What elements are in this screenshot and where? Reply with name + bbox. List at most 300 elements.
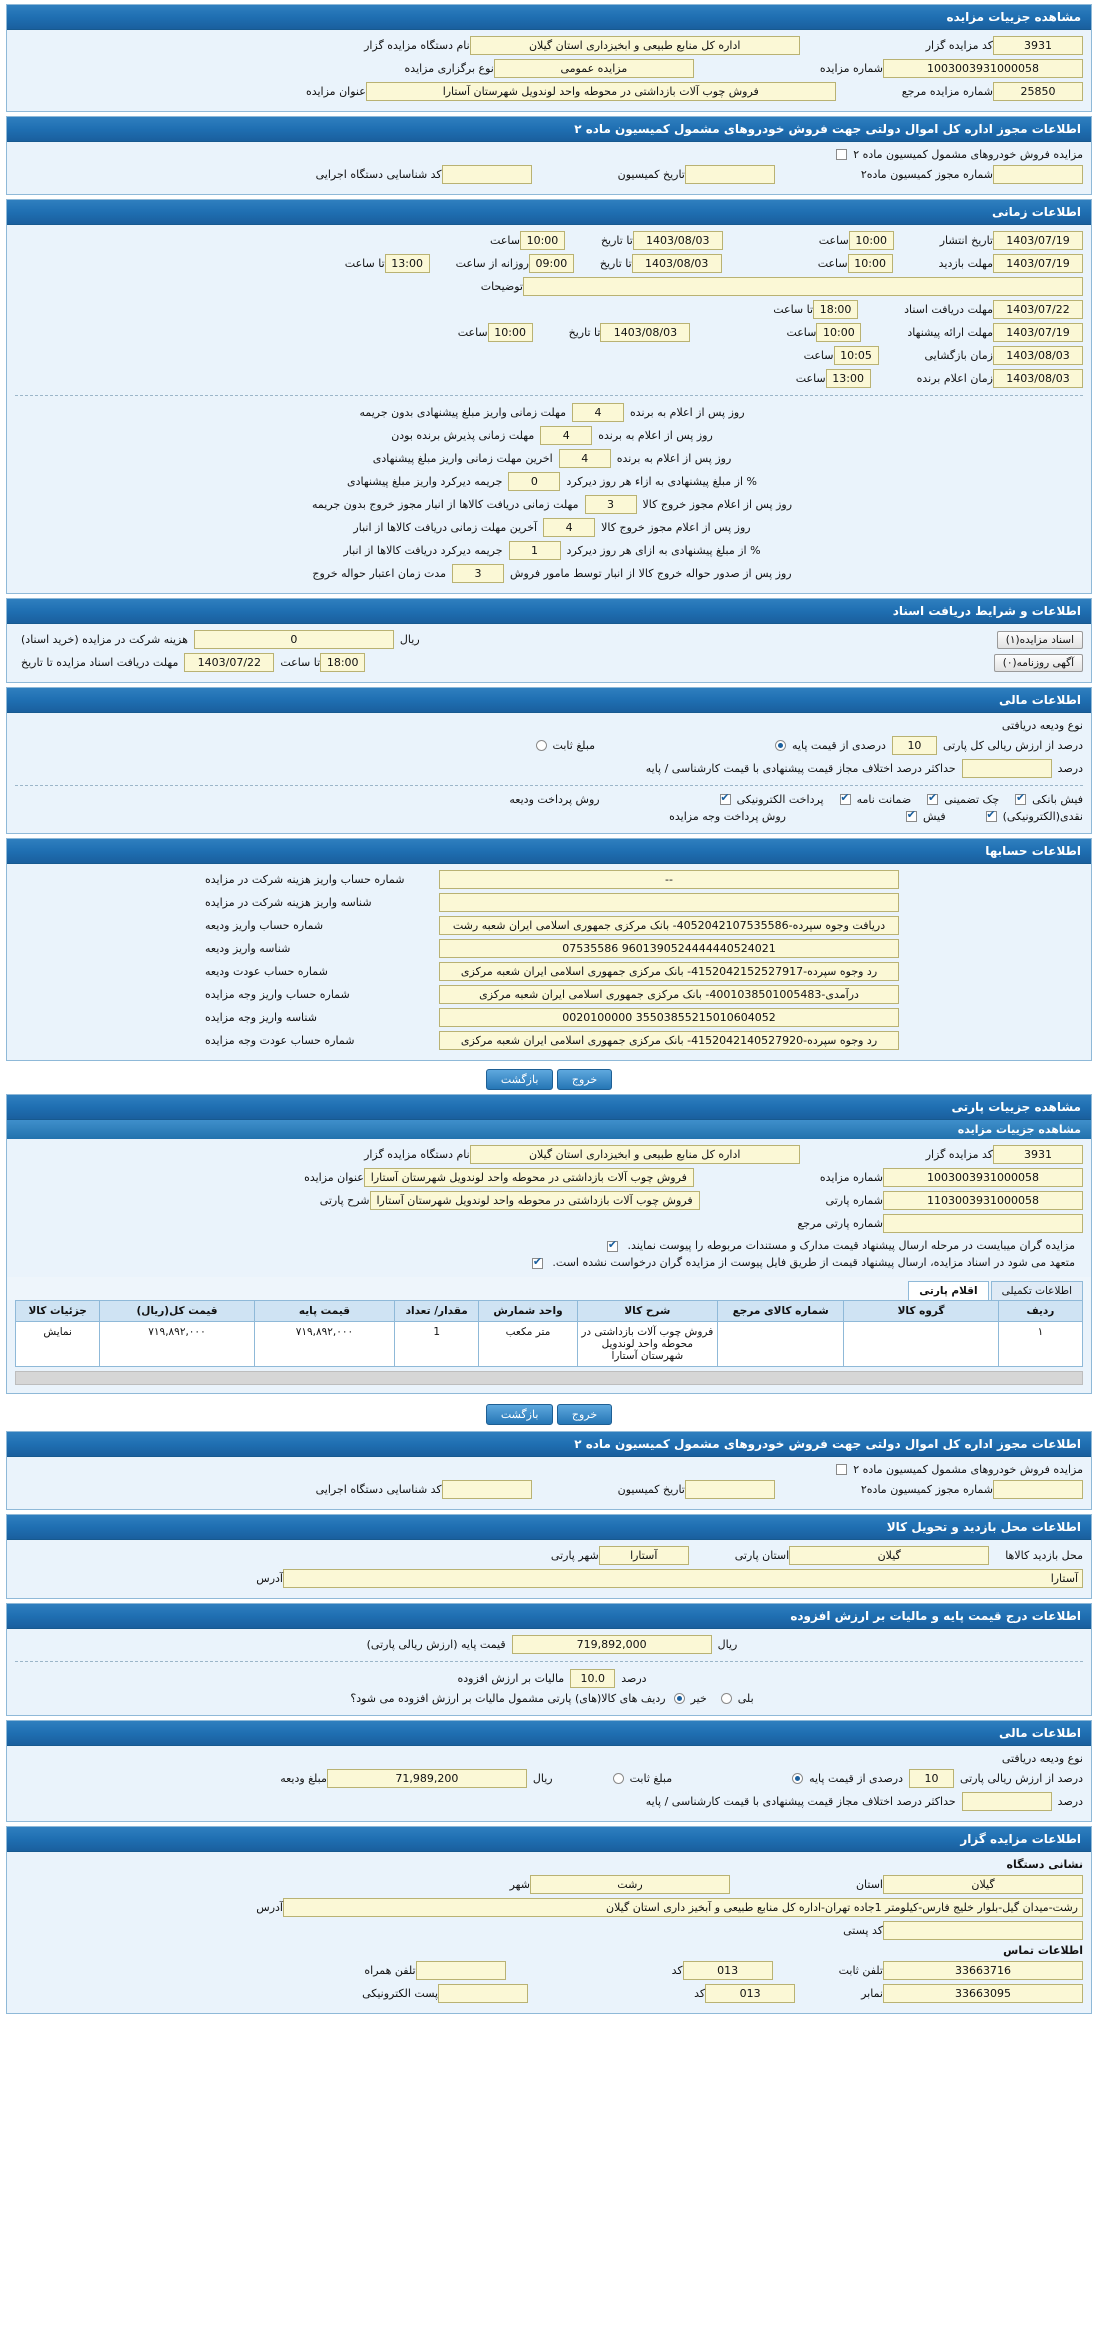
deposit-method-label: روش پرداخت ودیعه: [509, 793, 600, 806]
email-label: پست الکترونیکی: [362, 1987, 439, 2000]
deposit-amount-currency: ریال: [532, 1772, 553, 1785]
address-section-title: نشانی دستگاه: [1006, 1858, 1083, 1871]
lot-note-1-checkbox[interactable]: [607, 1241, 618, 1252]
vehicle-permit-checkbox-row: [15, 148, 1083, 161]
financial-title-2: اطلاعات مالی: [7, 1721, 1091, 1746]
address-value[interactable]: رشت-میدان گیل-بلوار خلیج فارس-کیلومتر 1جاده تهران-اداره کل منابع طبیعی و آبخیز داری استان گیلان: [283, 1898, 1083, 1917]
exec-id-value-2[interactable]: [442, 1480, 532, 1499]
deposit-percent-row: [15, 736, 1083, 755]
mid-buttons-bar: [6, 1398, 1092, 1431]
vat-question-label: ردیف های کالا(های) پارتی مشمول مالیات بر ارزش افزوده می شود؟: [350, 1692, 666, 1705]
auction-org-label: نام دستگاه مزایده گزار: [364, 39, 470, 52]
permit-number-label: شماره مجوز کمیسیون ماده۲: [860, 168, 993, 181]
province-city-row: [15, 1875, 1083, 1894]
deposit-type-row-2: [15, 1752, 1083, 1765]
account-label: شماره حساب واریز ودیعه: [205, 919, 324, 932]
account-row: [15, 916, 1083, 935]
lot-note-2: [15, 1254, 1083, 1271]
auction-code-label: کد مزایده گزار: [925, 39, 993, 52]
account-label: شناسه واریز هزینه شرکت در مزایده: [205, 896, 372, 909]
cell-item-details-link[interactable]: نمایش: [16, 1322, 100, 1367]
deadline-label: جریمه دیرکرد واریز مبلغ پیشنهادی: [347, 475, 503, 488]
lot-ref-value[interactable]: [883, 1214, 1083, 1233]
payment-method-1-checkbox[interactable]: [906, 811, 917, 822]
deposit-percent-row-2: [15, 1769, 1083, 1788]
offer-row: [15, 323, 1083, 342]
deposit-percent-suffix: درصد از ارزش ریالی کل پارتی: [942, 739, 1083, 752]
deadline-label: اخرین مهلت زمانی واریز مبلغ پیشنهادی: [372, 452, 553, 465]
offer-to-time-label: ساعت: [457, 326, 488, 339]
header-ref-code: شماره کالای مرجع: [718, 1301, 844, 1322]
account-row: [15, 985, 1083, 1004]
address-section-title-row: [15, 1858, 1083, 1871]
table-row: [16, 1322, 1083, 1367]
time-info-panel: [6, 199, 1092, 594]
offer-time-value[interactable]: 10:00: [816, 323, 861, 342]
auctioneer-body: [7, 1852, 1091, 2013]
cell-ref-code: [718, 1322, 844, 1367]
back-button-top[interactable]: بازگشت: [486, 1069, 554, 1090]
top-buttons-bar: [6, 1065, 1092, 1094]
financial-panel: [6, 687, 1092, 834]
vehicle-permit-body: [7, 142, 1091, 194]
deadline-unit: روز پس از صدور حواله خروج کالا از انبار توسط مامور فروش: [510, 567, 792, 580]
time-info-body: [7, 225, 1091, 593]
winner-date-value[interactable]: 1403/08/03: [993, 369, 1083, 388]
commission-date-value[interactable]: [685, 165, 775, 184]
visit-delivery-title: اطلاعات محل بازدید و تحویل کالا: [7, 1515, 1091, 1540]
account-row: [15, 1008, 1083, 1027]
vehicle-permit-title: اطلاعات مجوز اداره کل اموال دولتی جهت فروش خودروهای مشمول کمیسیون ماده ۲: [7, 117, 1091, 142]
open-date-value[interactable]: 1403/08/03: [993, 346, 1083, 365]
fax-row: [15, 1984, 1083, 2003]
deposit-method-3-checkbox[interactable]: [927, 794, 938, 805]
deposit-type-label: نوع ودیعه دریافتی: [1001, 719, 1083, 732]
doc-deadline-time[interactable]: 18:00: [320, 653, 365, 672]
exit-button-top[interactable]: خروج: [557, 1069, 612, 1090]
max-diff-label: حداکثر درصد اختلاف مجاز قیمت پیشنهادی با قیمت کارشناسی / پایه: [645, 762, 956, 775]
header-group: گروه کالا: [844, 1301, 998, 1322]
vehicle-permit-checkbox-row-2: [15, 1463, 1083, 1476]
deposit-percent-value[interactable]: 10: [892, 736, 937, 755]
auction-documents-button[interactable]: اسناد مزایده(۱): [997, 631, 1083, 649]
visit-place-row: [15, 1546, 1083, 1565]
lot-code-row: [15, 1145, 1083, 1164]
deadline-unit: روز پس از اعلام به برنده: [616, 452, 732, 465]
account-value[interactable]: رد وجوه سپرده-4152042140527920- بانک مرکزی جمهوری اسلامی ایران شعبه مرکزی: [439, 1031, 899, 1050]
base-price-title: اطلاعات درج قیمت پایه و مالیات بر ارزش افزوده: [7, 1604, 1091, 1629]
deadline-value[interactable]: 0: [508, 472, 560, 491]
header-qty: مقدار/ تعداد: [395, 1301, 479, 1322]
deposit-percent-radio[interactable]: [775, 740, 786, 751]
auction-code-row: [15, 36, 1083, 55]
deposit-amount-value[interactable]: 71,989,200: [327, 1769, 527, 1788]
auction-number-value[interactable]: 1003003931000058: [883, 59, 1083, 78]
visit-daily-from-value[interactable]: 09:00: [529, 254, 574, 273]
visit-place-label: محل بازدید کالاها: [1005, 1549, 1083, 1562]
vehicle-permit-body-2: [7, 1457, 1091, 1509]
deadline-unit: % از مبلغ پیشنهادی به ازاء هر روز دیرکرد: [566, 475, 757, 488]
lot-number-label: شماره پارتی: [825, 1194, 883, 1207]
account-value[interactable]: دریافت وجوه سپرده-4052042107535586- بانک مرکزی جمهوری اسلامی ایران شعبه رشت: [439, 916, 899, 935]
deadline-value[interactable]: 1: [509, 541, 561, 560]
doc-receive-row: [15, 300, 1083, 319]
mobile-label: تلفن همراه: [364, 1964, 416, 1977]
email-value[interactable]: [438, 1984, 528, 2003]
vat-suffix: درصد: [621, 1672, 647, 1685]
deadline-label: مهلت زمانی پذیرش برنده بودن: [391, 429, 535, 442]
deposit-type-row: [15, 719, 1083, 732]
deposit-method-1-checkbox[interactable]: [720, 794, 731, 805]
lot-org-label: نام دستگاه مزایده گزار: [364, 1148, 470, 1161]
deadline-row: [15, 426, 1083, 445]
deadline-value[interactable]: 4: [543, 518, 595, 537]
auctioneer-panel: [6, 1826, 1092, 2014]
deadline-unit: روز پس از اعلام به برنده: [598, 429, 713, 442]
publish-time-value[interactable]: 10:00: [849, 231, 894, 250]
permit-number-value-2[interactable]: [993, 1480, 1083, 1499]
doc-fee-currency: ریال: [399, 633, 420, 646]
account-value[interactable]: رد وجوه سپرده-4152042152527917- بانک مرکزی جمهوری اسلامی ایران شعبه مرکزی: [439, 962, 899, 981]
lot-desc-label: شرح پارتی: [319, 1194, 370, 1207]
header-unit: واحد شمارش: [479, 1301, 577, 1322]
fax-code-value[interactable]: 013: [705, 1984, 795, 2003]
deposit-percent-label: درصدی از قیمت پایه: [792, 739, 886, 752]
vat-yes-radio[interactable]: [721, 1693, 732, 1704]
visit-time-value[interactable]: 10:00: [848, 254, 893, 273]
deadline-label: آخرین مهلت زمانی دریافت کالاها از انبار: [353, 521, 538, 534]
tab-lot-items[interactable]: اقلام پارتی: [908, 1281, 988, 1300]
visit-province-value[interactable]: گیلان: [789, 1546, 989, 1565]
desc-value[interactable]: [523, 277, 1083, 296]
account-label: شماره حساب واریز وجه مزایده: [205, 988, 350, 1001]
deposit-percent-value-2[interactable]: 10: [909, 1769, 954, 1788]
deadline-value[interactable]: 4: [572, 403, 624, 422]
back-button-mid[interactable]: بازگشت: [486, 1404, 554, 1425]
deadline-value[interactable]: 4: [559, 449, 611, 468]
lot-ref-row: [15, 1214, 1083, 1233]
vehicle-permit-checkbox-label: مزایده فروش خودروهای مشمول کمیسیون ماده ۲: [853, 148, 1083, 161]
deadline-value[interactable]: 3: [585, 495, 637, 514]
account-label: شماره حساب عودت ودیعه: [205, 965, 328, 978]
vat-question-row: [15, 1692, 1083, 1705]
open-label: زمان بازگشایی: [924, 349, 993, 362]
deposit-fixed-radio-2[interactable]: [613, 1773, 624, 1784]
cell-unit: متر مکعب: [479, 1322, 577, 1367]
cell-group: [844, 1322, 998, 1367]
items-table-header-row: [16, 1301, 1083, 1322]
open-time-value[interactable]: 10:05: [834, 346, 879, 365]
auctioneer-title: اطلاعات مزایده گزار: [7, 1827, 1091, 1852]
base-price-label: قیمت پایه (ارزش ریالی پارتی): [366, 1638, 506, 1651]
lot-note-1-text: مزایده گران میبایست در مرحله ارسال پیشنهاد قیمت مدارک و مستندات مربوطه را پیوست نمایند.: [627, 1239, 1075, 1252]
doc-terms-body: [7, 624, 1091, 682]
visit-to-date-value[interactable]: 1403/08/03: [632, 254, 722, 273]
vat-row: [15, 1669, 1083, 1688]
auction-type-value[interactable]: مزایده عمومی: [494, 59, 694, 78]
doc-receive-time-value[interactable]: 18:00: [813, 300, 858, 319]
city-label: شهر: [509, 1878, 530, 1891]
deadline-row: [15, 449, 1083, 468]
deposit-method-row: [15, 793, 1083, 806]
lot-desc-value[interactable]: فروش چوب آلات بازداشتی در محوطه واحد لوندویل شهرستان آستارا: [370, 1191, 700, 1210]
deposit-method-4-label: فیش بانکی: [1032, 793, 1083, 806]
deadline-unit: روز پس از اعلام به برنده: [630, 406, 745, 419]
doc-deadline-label: مهلت دریافت اسناد مزایده تا تاریخ: [21, 656, 179, 669]
account-value[interactable]: 9601390524444440524021 07535586: [439, 939, 899, 958]
visit-daily-from-label: روزانه از ساعت: [455, 257, 529, 270]
visit-delivery-panel: [6, 1514, 1092, 1599]
vehicle-permit-panel-2: [6, 1431, 1092, 1510]
deadline-row: [15, 518, 1083, 537]
deadline-label: جریمه دیرکرد دریافت کالاها از انبار: [343, 544, 503, 557]
financial-panel-2: [6, 1720, 1092, 1822]
cell-total-price: ۷۱۹,۸۹۲,۰۰۰: [100, 1322, 254, 1367]
doc-fee-value[interactable]: 0: [194, 630, 394, 649]
items-table: [15, 1300, 1083, 1367]
auction-details-panel: [6, 4, 1092, 112]
doc-terms-panel: [6, 598, 1092, 683]
auction-ref-label: شماره مزایده مرجع: [901, 85, 993, 98]
vehicle-permit-title-2: اطلاعات مجوز اداره کل اموال دولتی جهت فروش خودروهای مشمول کمیسیون ماده ۲: [7, 1432, 1091, 1457]
winner-label: زمان اعلام برنده: [916, 372, 993, 385]
exit-button-mid[interactable]: خروج: [557, 1404, 612, 1425]
visit-row: [15, 254, 1083, 273]
commission-date-value-2[interactable]: [685, 1480, 775, 1499]
offer-date-value[interactable]: 1403/07/19: [993, 323, 1083, 342]
lot-auction-number-value[interactable]: 1003003931000058: [883, 1168, 1083, 1187]
mobile-value[interactable]: [416, 1961, 506, 1980]
desc-label: توضیحات: [480, 280, 523, 293]
permit-number-label-2: شماره مجوز کمیسیون ماده۲: [860, 1483, 993, 1496]
auction-ref-row: [15, 82, 1083, 101]
deposit-method-4-checkbox[interactable]: [1015, 794, 1026, 805]
tab-supplementary-info[interactable]: اطلاعات تکمیلی: [991, 1281, 1083, 1300]
fax-label: نمابر: [861, 1987, 883, 2000]
account-label: شناسه واریز ودیعه: [205, 942, 291, 955]
address-row: [15, 1898, 1083, 1917]
open-row: [15, 346, 1083, 365]
exec-id-label-2: کد شناسایی دستگاه اجرایی: [315, 1483, 442, 1496]
visit-delivery-body: [7, 1540, 1091, 1598]
winner-time-value[interactable]: 13:00: [826, 369, 871, 388]
phone-code-label: کد: [671, 1964, 683, 1977]
doc-fee-label: هزینه شرکت در مزایده (خرید اسناد): [21, 633, 188, 646]
deadline-row: [15, 564, 1083, 583]
open-time-label: ساعت: [803, 349, 834, 362]
offer-to-date-value[interactable]: 1403/08/03: [600, 323, 690, 342]
visit-date-value[interactable]: 1403/07/19: [993, 254, 1083, 273]
offer-time-label: ساعت: [786, 326, 817, 339]
lot-number-row: [15, 1168, 1083, 1187]
city-value[interactable]: رشت: [530, 1875, 730, 1894]
publish-to-date-label: تا تاریخ: [600, 234, 633, 247]
payment-method-row: [15, 810, 1083, 823]
auction-code-value[interactable]: 3931: [993, 36, 1083, 55]
cell-qty: 1: [395, 1322, 479, 1367]
payment-method-2-checkbox[interactable]: [986, 811, 997, 822]
phone-code-value[interactable]: 013: [683, 1961, 773, 1980]
fax-value[interactable]: 33663095: [883, 1984, 1083, 2003]
publish-row: [15, 231, 1083, 250]
max-diff-suffix-2: درصد: [1057, 1795, 1083, 1808]
accounts-panel: [6, 838, 1092, 1061]
time-info-title: اطلاعات زمانی: [7, 200, 1091, 225]
account-row: [15, 893, 1083, 912]
doc-receive-date-value[interactable]: 1403/07/22: [993, 300, 1083, 319]
lot-auction-title-label: عنوان مزایده: [304, 1171, 364, 1184]
phone-value[interactable]: 33663716: [883, 1961, 1083, 1980]
visit-daily-to-value[interactable]: 13:00: [385, 254, 430, 273]
table-footer-strip: [15, 1371, 1083, 1385]
auction-org-value[interactable]: اداره کل منابع طبیعی و ابخیزداری استان گیلان: [470, 36, 800, 55]
publish-date-value[interactable]: 1403/07/19: [993, 231, 1083, 250]
visit-daily-to-label: تا ساعت: [344, 257, 385, 270]
vat-no-radio[interactable]: [674, 1693, 685, 1704]
lot-tabs: [7, 1277, 1091, 1300]
permit-number-value[interactable]: [993, 165, 1083, 184]
base-price-divider: [15, 1661, 1083, 1662]
auction-details-body: [7, 30, 1091, 111]
offer-label: مهلت ارائه پیشنهاد: [907, 326, 993, 339]
visit-city-value[interactable]: آستارا: [599, 1546, 689, 1565]
deposit-amount-label: مبلغ ودیعه: [280, 1772, 327, 1785]
deadline-value[interactable]: 4: [540, 426, 592, 445]
doc-fee-row: [15, 630, 1083, 649]
province-value[interactable]: گیلان: [883, 1875, 1083, 1894]
financial-body-2: [7, 1746, 1091, 1821]
financial-divider: [15, 785, 1083, 786]
account-value[interactable]: 35503855215010604052 0020100000: [439, 1008, 899, 1027]
base-price-currency: ریال: [717, 1638, 738, 1651]
account-row: [15, 962, 1083, 981]
auction-title-value[interactable]: فروش چوب آلات بازداشتی در محوطه واحد لوندویل شهرستان آستارا: [366, 82, 836, 101]
postal-value[interactable]: [883, 1921, 1083, 1940]
deposit-percent-radio-2[interactable]: [792, 1773, 803, 1784]
accounts-title: اطلاعات حسابها: [7, 839, 1091, 864]
commission-date-label-2: تاریخ کمیسیون: [617, 1483, 685, 1496]
max-diff-value-2[interactable]: [962, 1792, 1052, 1811]
deadline-row: [15, 495, 1083, 514]
auction-title-label: عنوان مزایده: [305, 85, 366, 98]
auction-details-title: مشاهده جزییات مزایده: [7, 5, 1091, 30]
header-radif: ردیف: [998, 1301, 1082, 1322]
province-label: استان: [855, 1878, 883, 1891]
lot-id-row: [15, 1191, 1083, 1210]
base-price-value[interactable]: 719,892,000: [512, 1635, 712, 1654]
visit-province-label: استان پارتی: [734, 1549, 790, 1562]
contact-section-title: اطلاعات تماس: [1003, 1944, 1083, 1957]
deposit-method-2-label: ضمانت نامه: [856, 793, 912, 806]
winner-time-label: ساعت: [795, 372, 826, 385]
doc-deadline-date[interactable]: 1403/07/22: [184, 653, 274, 672]
publish-time-label: ساعت: [818, 234, 849, 247]
vehicle-permit-fields-row: [15, 165, 1083, 184]
lot-auction-number-label: شماره مزایده: [819, 1171, 883, 1184]
lot-details-body: [7, 1139, 1091, 1277]
deposit-method-2-checkbox[interactable]: [840, 794, 851, 805]
account-value[interactable]: --: [439, 870, 899, 889]
time-divider: [15, 395, 1083, 396]
deadline-unit: روز پس از اعلام مجوز خروج کالا: [642, 498, 793, 511]
cell-base-price: ۷۱۹,۸۹۲,۰۰۰: [254, 1322, 394, 1367]
deadline-unit: روز پس از اعلام مجوز خروج کالا: [601, 521, 751, 534]
deposit-percent-suffix-2: درصد از ارزش ریالی پارتی: [960, 1772, 1083, 1785]
payment-method-2-label: نقدی(الکترونیکی): [1002, 810, 1083, 823]
doc-deadline-row: [15, 653, 1083, 672]
base-price-body: [7, 1629, 1091, 1715]
newspaper-ad-button[interactable]: آگهی روزنامه(۰): [994, 654, 1083, 672]
contact-section-title-row: [15, 1944, 1083, 1957]
max-diff-row-2: [15, 1792, 1083, 1811]
account-value[interactable]: درآمدی-4001038501005483- بانک مرکزی جمهوری اسلامی ایران شعبه مرکزی: [439, 985, 899, 1004]
deadline-row: [15, 541, 1083, 560]
vehicle-permit-checkbox-2[interactable]: [836, 1464, 847, 1475]
exec-id-value[interactable]: [442, 165, 532, 184]
max-diff-suffix: درصد: [1057, 762, 1083, 775]
items-table-wrapper: [7, 1300, 1091, 1393]
vat-value[interactable]: 10.0: [570, 1669, 615, 1688]
vehicle-permit-checkbox-label-2: مزایده فروش خودروهای مشمول کمیسیون ماده ۲: [853, 1463, 1083, 1476]
lot-auction-details-subtitle: مشاهده جزییات مزایده: [7, 1120, 1091, 1139]
visit-address-value[interactable]: آستارا: [283, 1569, 1083, 1588]
account-label: شناسه واریز وجه مزایده: [205, 1011, 317, 1024]
deposit-fixed-radio[interactable]: [536, 740, 547, 751]
account-value[interactable]: [439, 893, 899, 912]
lot-details-panel: [6, 1094, 1092, 1394]
offer-to-time-value[interactable]: 10:00: [488, 323, 533, 342]
lot-org-value[interactable]: اداره کل منابع طبیعی و ابخیزداری استان گیلان: [470, 1145, 800, 1164]
offer-to-date-label: تا تاریخ: [568, 326, 601, 339]
account-row: [15, 939, 1083, 958]
doc-receive-time-label: تا ساعت: [773, 303, 814, 316]
deadline-label: مهلت زمانی دریافت کالاها از انبار مجوز خروج بدون جریمه: [312, 498, 579, 511]
deposit-percent-label-2: درصدی از قیمت پایه: [809, 1772, 903, 1785]
base-price-panel: [6, 1603, 1092, 1716]
deadlines-list: [15, 403, 1083, 583]
doc-deadline-time-label: تا ساعت: [280, 656, 321, 669]
deadline-label: مدت زمان اعتبار حواله خروج: [312, 567, 447, 580]
max-diff-value[interactable]: [962, 759, 1052, 778]
visit-address-label: آدرس: [256, 1572, 283, 1585]
visit-date-label: مهلت بازدید: [938, 257, 993, 270]
lot-code-value[interactable]: 3931: [993, 1145, 1083, 1164]
max-diff-row: [15, 759, 1083, 778]
winner-row: [15, 369, 1083, 388]
auction-type-label: نوع برگزاری مزایده: [404, 62, 494, 75]
account-row: [15, 870, 1083, 889]
publish-to-date-value[interactable]: 1403/08/03: [633, 231, 723, 250]
lot-note-2-checkbox[interactable]: [532, 1258, 543, 1269]
payment-method-label: روش پرداخت وجه مزایده: [669, 810, 786, 823]
vehicle-permit-checkbox[interactable]: [836, 149, 847, 160]
account-label: شماره حساب عودت وجه مزایده: [205, 1034, 355, 1047]
doc-receive-label: مهلت دریافت اسناد: [904, 303, 993, 316]
financial-title: اطلاعات مالی: [7, 688, 1091, 713]
lot-number-value[interactable]: 1103003931000058: [883, 1191, 1083, 1210]
publish-to-time-value[interactable]: 10:00: [520, 231, 565, 250]
deposit-method-1-label: پرداخت الکترونیکی: [736, 793, 824, 806]
lot-ref-label: شماره پارتی مرجع: [797, 1217, 883, 1230]
lot-auction-title-value[interactable]: فروش چوب آلات بازداشتی در محوطه واحد لوندویل شهرستان آستارا: [364, 1168, 694, 1187]
desc-row: [15, 277, 1083, 296]
deposit-method-3-label: چک تضمینی: [944, 793, 1000, 806]
auction-number-row: [15, 59, 1083, 78]
lot-details-title: مشاهده جزییات پارتی: [7, 1095, 1091, 1120]
deadline-value[interactable]: 3: [452, 564, 504, 583]
lot-note-2-text: متعهد می شود در اسناد مزایده، ارسال پیشنهاد قیمت از طریق فایل پیوست از مزایده گران درخواست نشده است.: [552, 1256, 1075, 1269]
auction-ref-value[interactable]: 25850: [993, 82, 1083, 101]
